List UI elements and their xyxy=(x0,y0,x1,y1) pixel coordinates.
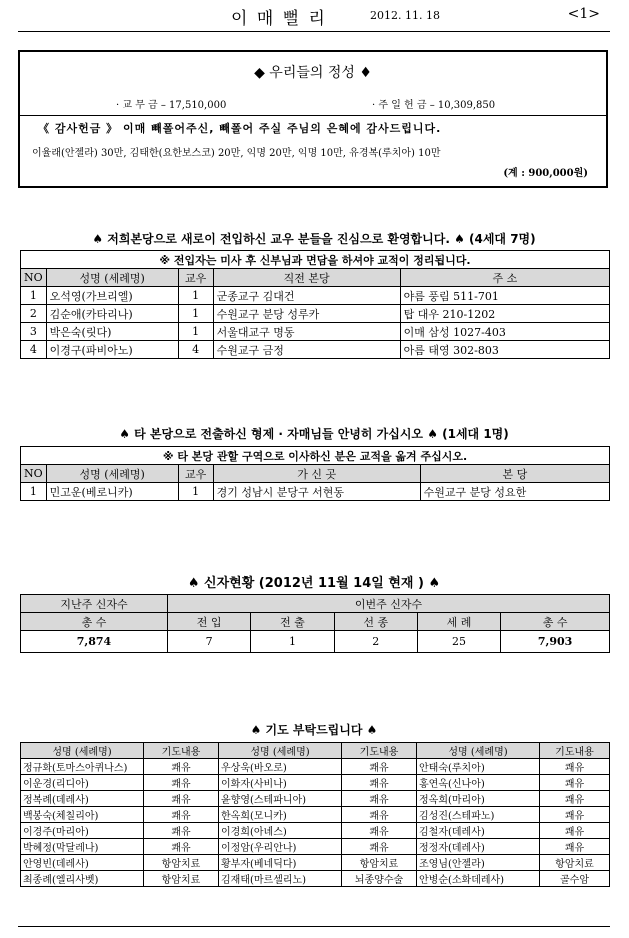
col-header: NO xyxy=(21,465,47,483)
prayer-name: 백봉숙(체칠리아) xyxy=(21,807,144,823)
prayer-name: 한옥희(모니카) xyxy=(219,807,342,823)
table-row xyxy=(21,323,610,341)
row-parish: 수원교구 금정 xyxy=(213,341,400,359)
prayer-name: 조영님(안젤라) xyxy=(417,855,540,871)
col-header: 교우 xyxy=(178,465,213,483)
col-header: 성명 (세례명) xyxy=(46,269,178,287)
farewell-note: ※ 타 본당 관할 구역으로 이사하신 분은 교적을 옮겨 주십시오. xyxy=(21,447,610,465)
page-header xyxy=(18,4,610,30)
row-no: 2 xyxy=(21,305,47,323)
row-address: 야름 풍림 511-701 xyxy=(400,287,609,305)
prayer-intention: 쾌유 xyxy=(540,807,610,823)
prayer-intention: 쾌유 xyxy=(540,791,610,807)
farewell-title: ♠ 타 본당으로 전출하신 형제 · 자매님들 안녕히 가십시오 ♠ (1세대 1명) xyxy=(119,427,509,441)
offering-divider xyxy=(20,115,606,116)
header-divider xyxy=(18,31,610,32)
prayer-intention: 쾌유 xyxy=(144,759,219,775)
census-table xyxy=(20,594,610,653)
prayer-intention: 항암치료 xyxy=(540,855,610,871)
prayer-name: 정복례(데레사) xyxy=(21,791,144,807)
row-address: 아름 태영 302-803 xyxy=(400,341,609,359)
prayer-intention: 쾌유 xyxy=(342,823,417,839)
table-row xyxy=(21,855,610,871)
baptism-count: 25 xyxy=(417,631,500,653)
row-address: 탑 대우 210-1202 xyxy=(400,305,609,323)
kyomu-amount: · 교 무 금 – 17,510,000 xyxy=(116,100,227,111)
row-parish: 수원교구 분당 성루카 xyxy=(213,305,400,323)
this-week-total: 7,903 xyxy=(501,631,610,653)
thanks-names: 이율래(안젤라) 30만, 김태한(요한보스코) 20만, 익명 20만, 익명 10만, 유경복(루치아) 10만 xyxy=(32,148,441,159)
offering-title: ◆ 우리들의 정성 ♦ xyxy=(254,65,372,81)
prayer-name: 우상욱(바오로) xyxy=(219,759,342,775)
table-row xyxy=(21,305,610,323)
row-count: 1 xyxy=(178,483,213,501)
prayer-intention: 쾌유 xyxy=(540,839,610,855)
table-row xyxy=(21,775,610,791)
table-row xyxy=(21,287,610,305)
deceased-count: 2 xyxy=(334,631,417,653)
prayer-intention: 뇌종양수술 xyxy=(342,871,417,887)
prayer-name: 윤향영(스테파니아) xyxy=(219,791,342,807)
prayer-name: 이경주(마리아) xyxy=(21,823,144,839)
col-header: 성명 (세례명) xyxy=(21,743,144,759)
prayer-intention: 쾌유 xyxy=(144,791,219,807)
row-destination: 경기 성남시 분당구 서현동 xyxy=(213,483,420,501)
bulletin-date: 2012. 11. 18 xyxy=(370,9,440,22)
table-row xyxy=(21,791,610,807)
row-parish: 군종교구 김대건 xyxy=(213,287,400,305)
col-header: 성명 (세례명) xyxy=(219,743,342,759)
col-header: 세 례 xyxy=(417,613,500,631)
prayer-name: 이경희(아녜스) xyxy=(219,823,342,839)
last-week-total: 7,874 xyxy=(21,631,168,653)
row-parish: 서울대교구 명동 xyxy=(213,323,400,341)
col-header: 직전 본당 xyxy=(213,269,400,287)
table-row xyxy=(21,483,610,501)
row-name: 오석영(가브리엘) xyxy=(46,287,178,305)
page-number: <1> xyxy=(567,6,600,22)
col-header: 교우 xyxy=(178,269,213,287)
thanks-heading: 《 감사헌금 》 이매 빼폴어주신, 빼폴어 주실 주님의 은혜에 감사드립니다. xyxy=(38,122,442,135)
prayer-table xyxy=(20,742,610,887)
col-header: 기도내용 xyxy=(144,743,219,759)
move-in-count: 7 xyxy=(168,631,251,653)
table-row xyxy=(21,871,610,887)
prayer-intention: 쾌유 xyxy=(144,823,219,839)
prayer-intention: 쾌유 xyxy=(540,823,610,839)
prayer-intention: 쾌유 xyxy=(540,775,610,791)
prayer-intention: 항암치료 xyxy=(144,871,219,887)
prayer-intention: 쾌유 xyxy=(144,807,219,823)
col-header: 전 출 xyxy=(251,613,334,631)
move-out-count: 1 xyxy=(251,631,334,653)
last-week-header: 지난주 신자수 xyxy=(21,595,168,613)
prayer-name: 이화자(사비나) xyxy=(219,775,342,791)
prayer-intention: 쾌유 xyxy=(342,791,417,807)
col-header: 성명 (세례명) xyxy=(417,743,540,759)
table-row xyxy=(21,823,610,839)
farewell-table xyxy=(20,446,610,501)
col-header: 주 소 xyxy=(400,269,609,287)
table-row xyxy=(21,839,610,855)
row-address: 이매 삼성 1027-403 xyxy=(400,323,609,341)
col-header: 기도내용 xyxy=(342,743,417,759)
row-parish: 수원교구 분당 성요한 xyxy=(420,483,609,501)
welcome-title: ♠ 저희본당으로 새로이 전입하신 교우 분들을 진심으로 환영합니다. ♠ (4세대 7명) xyxy=(92,232,536,246)
prayer-intention: 쾌유 xyxy=(540,759,610,775)
sunday-offering-amount: · 주 일 헌 금 – 10,309,850 xyxy=(372,100,496,111)
this-week-header: 이번주 신자수 xyxy=(168,595,610,613)
table-row xyxy=(21,759,610,775)
prayer-name: 정옥희(마리아) xyxy=(417,791,540,807)
prayer-name: 박혜정(막달레나) xyxy=(21,839,144,855)
row-name: 민고운(베로니카) xyxy=(46,483,178,501)
row-count: 1 xyxy=(178,323,213,341)
prayer-intention: 쾌유 xyxy=(342,775,417,791)
census-title: ♠ 신자현황 (2012년 11월 14일 현재 ) ♠ xyxy=(187,576,441,591)
row-name: 이경구(파비아노) xyxy=(46,341,178,359)
prayer-name: 안영빈(데레사) xyxy=(21,855,144,871)
bulletin-title: 이 매 뻘 리 xyxy=(231,9,327,29)
welcome-note: ※ 전입자는 미사 후 신부님과 면담을 하셔야 교적이 정리됩니다. xyxy=(21,251,610,269)
row-count: 1 xyxy=(178,305,213,323)
prayer-name: 이운경(리디아) xyxy=(21,775,144,791)
footer-divider xyxy=(18,926,610,927)
col-header: 선 종 xyxy=(334,613,417,631)
prayer-name: 안태숙(루치아) xyxy=(417,759,540,775)
thanks-total: (계 : 900,000원) xyxy=(503,168,588,179)
prayer-name: 홍연옥(신나아) xyxy=(417,775,540,791)
prayer-intention: 골수암 xyxy=(540,871,610,887)
prayer-intention: 쾌유 xyxy=(342,759,417,775)
prayer-name: 정규화(토마스아퀴나스) xyxy=(21,759,144,775)
col-header: 총 수 xyxy=(501,613,610,631)
prayer-intention: 쾌유 xyxy=(342,807,417,823)
col-header: 본 당 xyxy=(420,465,609,483)
prayer-intention: 항암치료 xyxy=(342,855,417,871)
prayer-name: 김철자(데레사) xyxy=(417,823,540,839)
prayer-name: 김재태(마르셀리노) xyxy=(219,871,342,887)
row-no: 3 xyxy=(21,323,47,341)
offering-box xyxy=(18,50,608,188)
col-header: 기도내용 xyxy=(540,743,610,759)
col-header: 성명 (세례명) xyxy=(46,465,178,483)
row-count: 4 xyxy=(178,341,213,359)
welcome-table xyxy=(20,250,610,359)
col-header: 전 입 xyxy=(168,613,251,631)
row-no: 1 xyxy=(21,287,47,305)
col-header: NO xyxy=(21,269,47,287)
prayer-name: 안병순(소화데레사) xyxy=(417,871,540,887)
col-header: 가 신 곳 xyxy=(213,465,420,483)
prayer-intention: 항암치료 xyxy=(144,855,219,871)
table-row xyxy=(21,341,610,359)
prayer-name: 정정자(데레사) xyxy=(417,839,540,855)
prayer-title: ♠ 기도 부탁드립니다 ♠ xyxy=(250,723,378,737)
prayer-intention: 쾌유 xyxy=(144,775,219,791)
row-count: 1 xyxy=(178,287,213,305)
prayer-name: 김성진(스테파노) xyxy=(417,807,540,823)
row-no: 1 xyxy=(21,483,47,501)
row-name: 박은숙(릿다) xyxy=(46,323,178,341)
col-header: 총 수 xyxy=(21,613,168,631)
row-no: 4 xyxy=(21,341,47,359)
table-row xyxy=(21,807,610,823)
prayer-intention: 쾌유 xyxy=(144,839,219,855)
row-name: 김순애(카타리나) xyxy=(46,305,178,323)
prayer-name: 황부자(베네딕다) xyxy=(219,855,342,871)
prayer-name: 이정암(우리안나) xyxy=(219,839,342,855)
prayer-intention: 쾌유 xyxy=(342,839,417,855)
prayer-name: 최종례(엘리사벳) xyxy=(21,871,144,887)
